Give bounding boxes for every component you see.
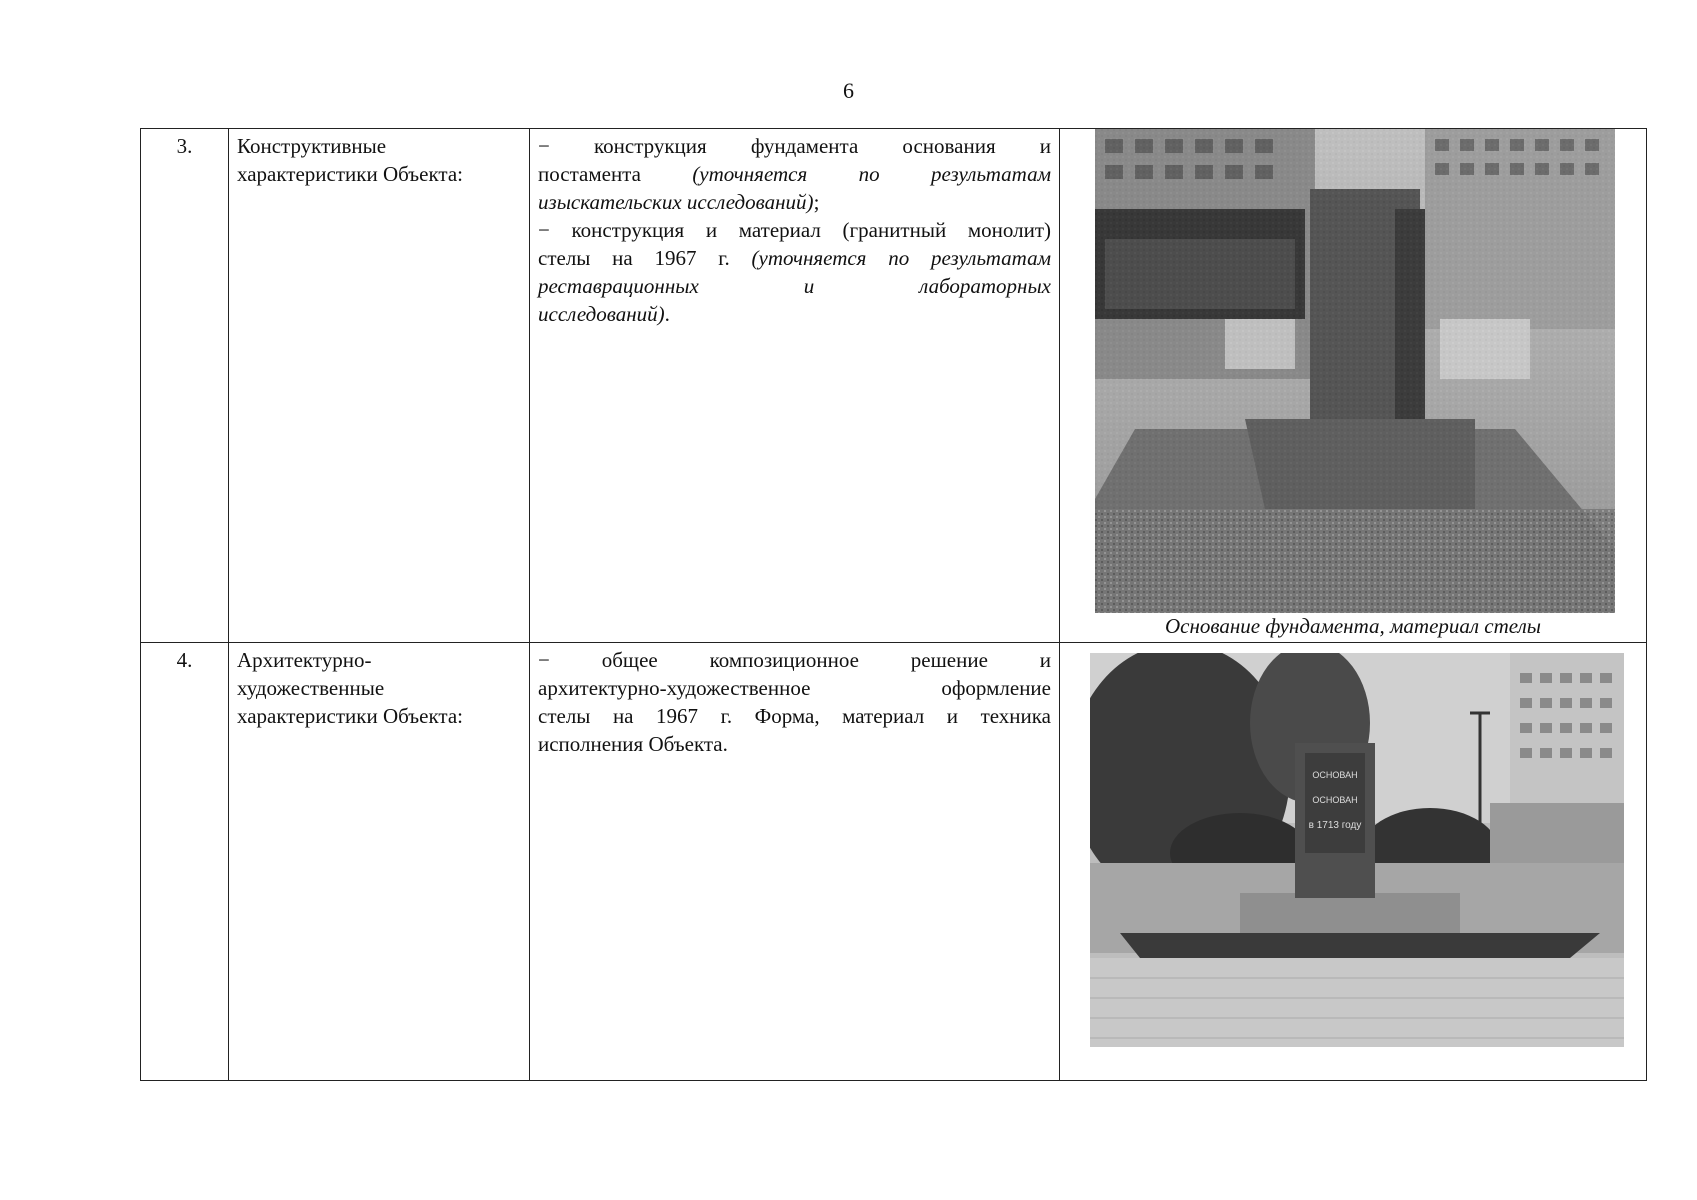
desc-line: − конструкция и материал (гранитный монолит) (538, 218, 1051, 242)
row-number: 3. (141, 129, 229, 643)
desc-line (538, 188, 1051, 216)
desc-text-italic: изыскательских исследований) (538, 190, 814, 214)
page-number: 6 (843, 78, 854, 103)
stele-inscription: в 1713 году (1308, 820, 1362, 831)
stele-photo (1090, 653, 1624, 1047)
row-name (229, 643, 530, 1081)
row-name-line: художественные (237, 676, 385, 700)
desc-text: . (664, 302, 670, 326)
desc-text-italic: реставрационных и лабораторных (538, 274, 1051, 298)
photo-cell (1060, 643, 1647, 1081)
desc-line: архитектурно-художественное оформление (538, 676, 1051, 700)
desc-text-italic: (уточняется по результатам (751, 246, 1051, 270)
desc-text: постамента (538, 162, 693, 186)
stele-inscription: ОСНОВАН (1312, 795, 1358, 805)
row-name-line: Архитектурно- (237, 648, 372, 672)
row-name-line: характеристики Объекта: (237, 162, 463, 186)
row-number: 4. (141, 643, 229, 1081)
stele-inscription: ОСНОВАН (1312, 770, 1358, 780)
row-name-line: Конструктивные (237, 134, 387, 158)
desc-line (538, 272, 1051, 300)
desc-text-italic: (уточняется по результатам (692, 162, 1051, 186)
characteristics-table (140, 128, 1647, 1081)
photo-cell (1060, 129, 1647, 643)
photo-caption: Основание фундамента, материал стелы (1165, 614, 1541, 638)
row-name-line: характеристики Объекта: (237, 704, 463, 728)
table-row-3 (141, 129, 1647, 643)
desc-text-italic: исследований) (538, 302, 665, 326)
desc-line: исполнения Объекта. (538, 732, 728, 756)
desc-text: ; (813, 190, 820, 214)
desc-line: стелы на 1967 г. Форма, материал и техника (538, 704, 1051, 728)
foundation-photo (1095, 129, 1615, 613)
row-description (530, 129, 1060, 643)
desc-line: − общее композиционное решение и (538, 648, 1051, 672)
row-description (530, 643, 1060, 1081)
desc-line (538, 300, 1051, 328)
row-name (229, 129, 530, 643)
desc-line (538, 160, 1051, 188)
desc-line: − конструкция фундамента основания и (538, 134, 1051, 158)
desc-text: стелы на 1967 г. (538, 246, 752, 270)
desc-line (538, 244, 1051, 272)
table-row-4 (141, 643, 1647, 1081)
